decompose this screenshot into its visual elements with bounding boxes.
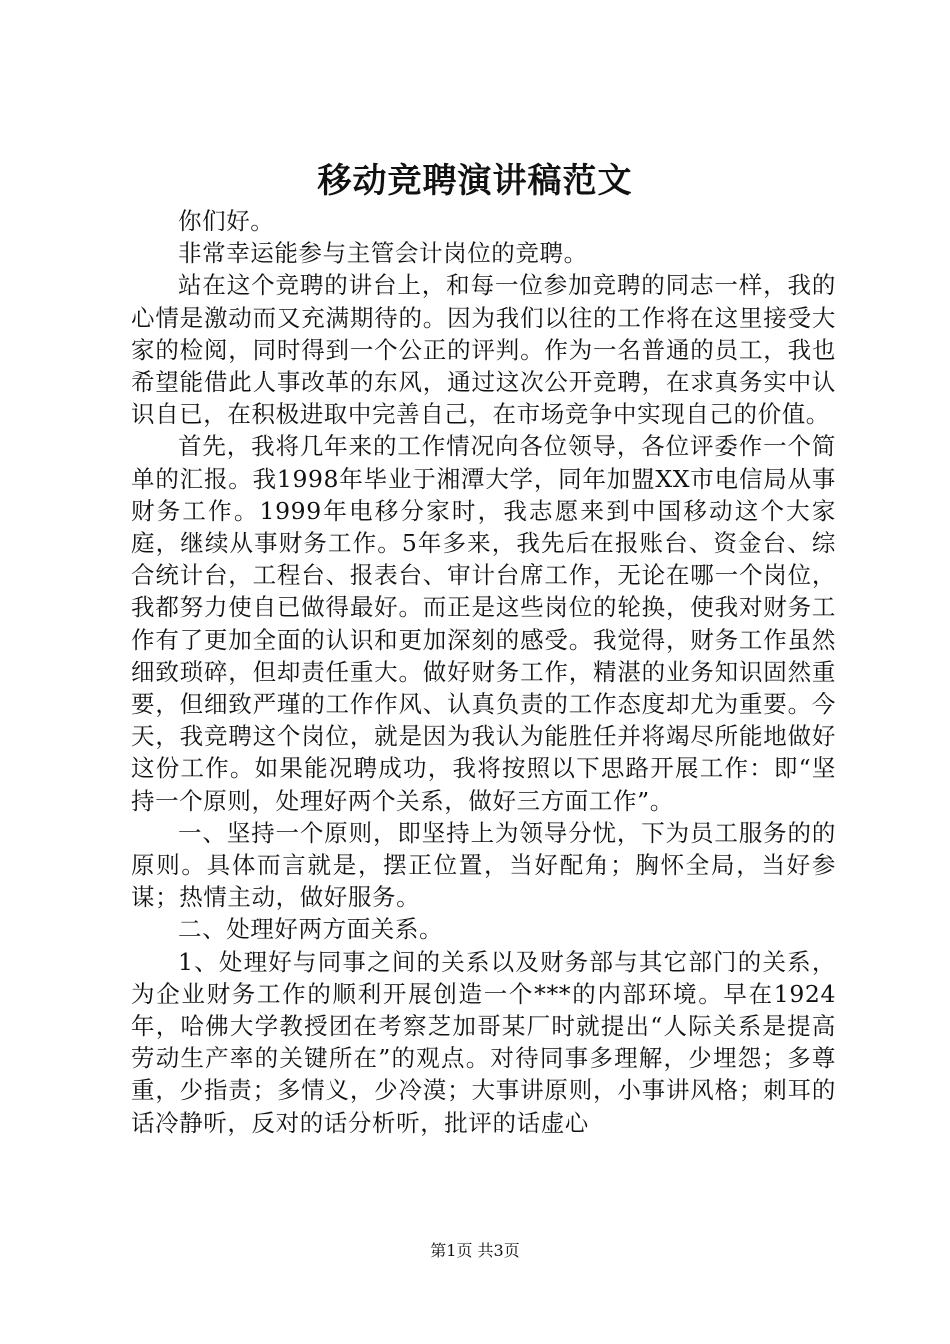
paragraph-work-history: 首先，我将几年来的工作情况向各位领导，各位评委作一个简单的汇报。我1998年毕业于湘潭大学，同年加盟XX市电信局从事财务工作。1999年电移分家时，我志愿来到中国移动这个大家庭，继续从事财务工作。5年多来，我先后在报账台、资金台、综合统计台，工程台、报表台、审计台席工作，无论在哪一个岗位，我都努力使自已做得最好。而正是这些岗位的轮换，使我对财务工作有了更加全面的认识和更加深刻的感受。我觉得，财务工作虽然细致琐碎，但却责任重大。做好财务工作，精湛的业务知识固然重要，但细致严瑾的工作作风、认真负责的工作态度却尤为重要。今天，我竞聘这个岗位，就是因为我认为能胜任并将竭尽所能地做好这份工作。如果能况聘成功，我将按照以下思路开展工作：即“坚持一个原则，处理好两个关系，做好三方面工作”。 (131, 432, 836, 815)
paragraph-podium: 站在这个竞聘的讲台上，和每一位参加竞聘的同志一样，我的心情是激动而又充满期待的。因为我们以往的工作将在这里接受大家的检阅，同时得到一个公正的评判。作为一名普通的员工，我也希望能借此人事改革的东风，通过这次公开竞聘，在求真务实中认识自已，在积极进取中完善自己，在市场竞争中实现自己的价值。 (131, 271, 836, 429)
paragraph-greeting: 你们好。 (178, 207, 275, 235)
page-number-footer: 第1页 共3页 (430, 1241, 520, 1260)
paragraph-colleague-relations: 1、处理好与同事之间的关系以及财务部与其它部门的关系，为企业财务工作的顺利开展创造一个***的内部环境。早在1924年，哈佛大学教授团在考察芝加哥某厂时就提出“人际关系是提高劳动生产率的关键所在”的观点。对待同事多理解，少埋怨；多尊重，少指责；多情义，少冷漠；大事讲原则，小事讲风格；刺耳的话冷静听，反对的话分析听，批评的话虚心 (131, 947, 836, 1137)
document-body (131, 205, 836, 1139)
document-title: 移动竞聘演讲稿范文 (317, 161, 633, 201)
paragraph-principle: 一、坚持一个原则，即坚持上为领导分忧，下为员工服务的的原则。具体而言就是，摆正位置，当好配角；胸怀全局，当好参谋；热情主动，做好服务。 (131, 818, 836, 912)
paragraph-relations-heading: 二、处理好两方面关系。 (178, 915, 444, 944)
paragraph-intro: 非常幸运能参与主管会计岗位的竞聘。 (178, 239, 588, 268)
